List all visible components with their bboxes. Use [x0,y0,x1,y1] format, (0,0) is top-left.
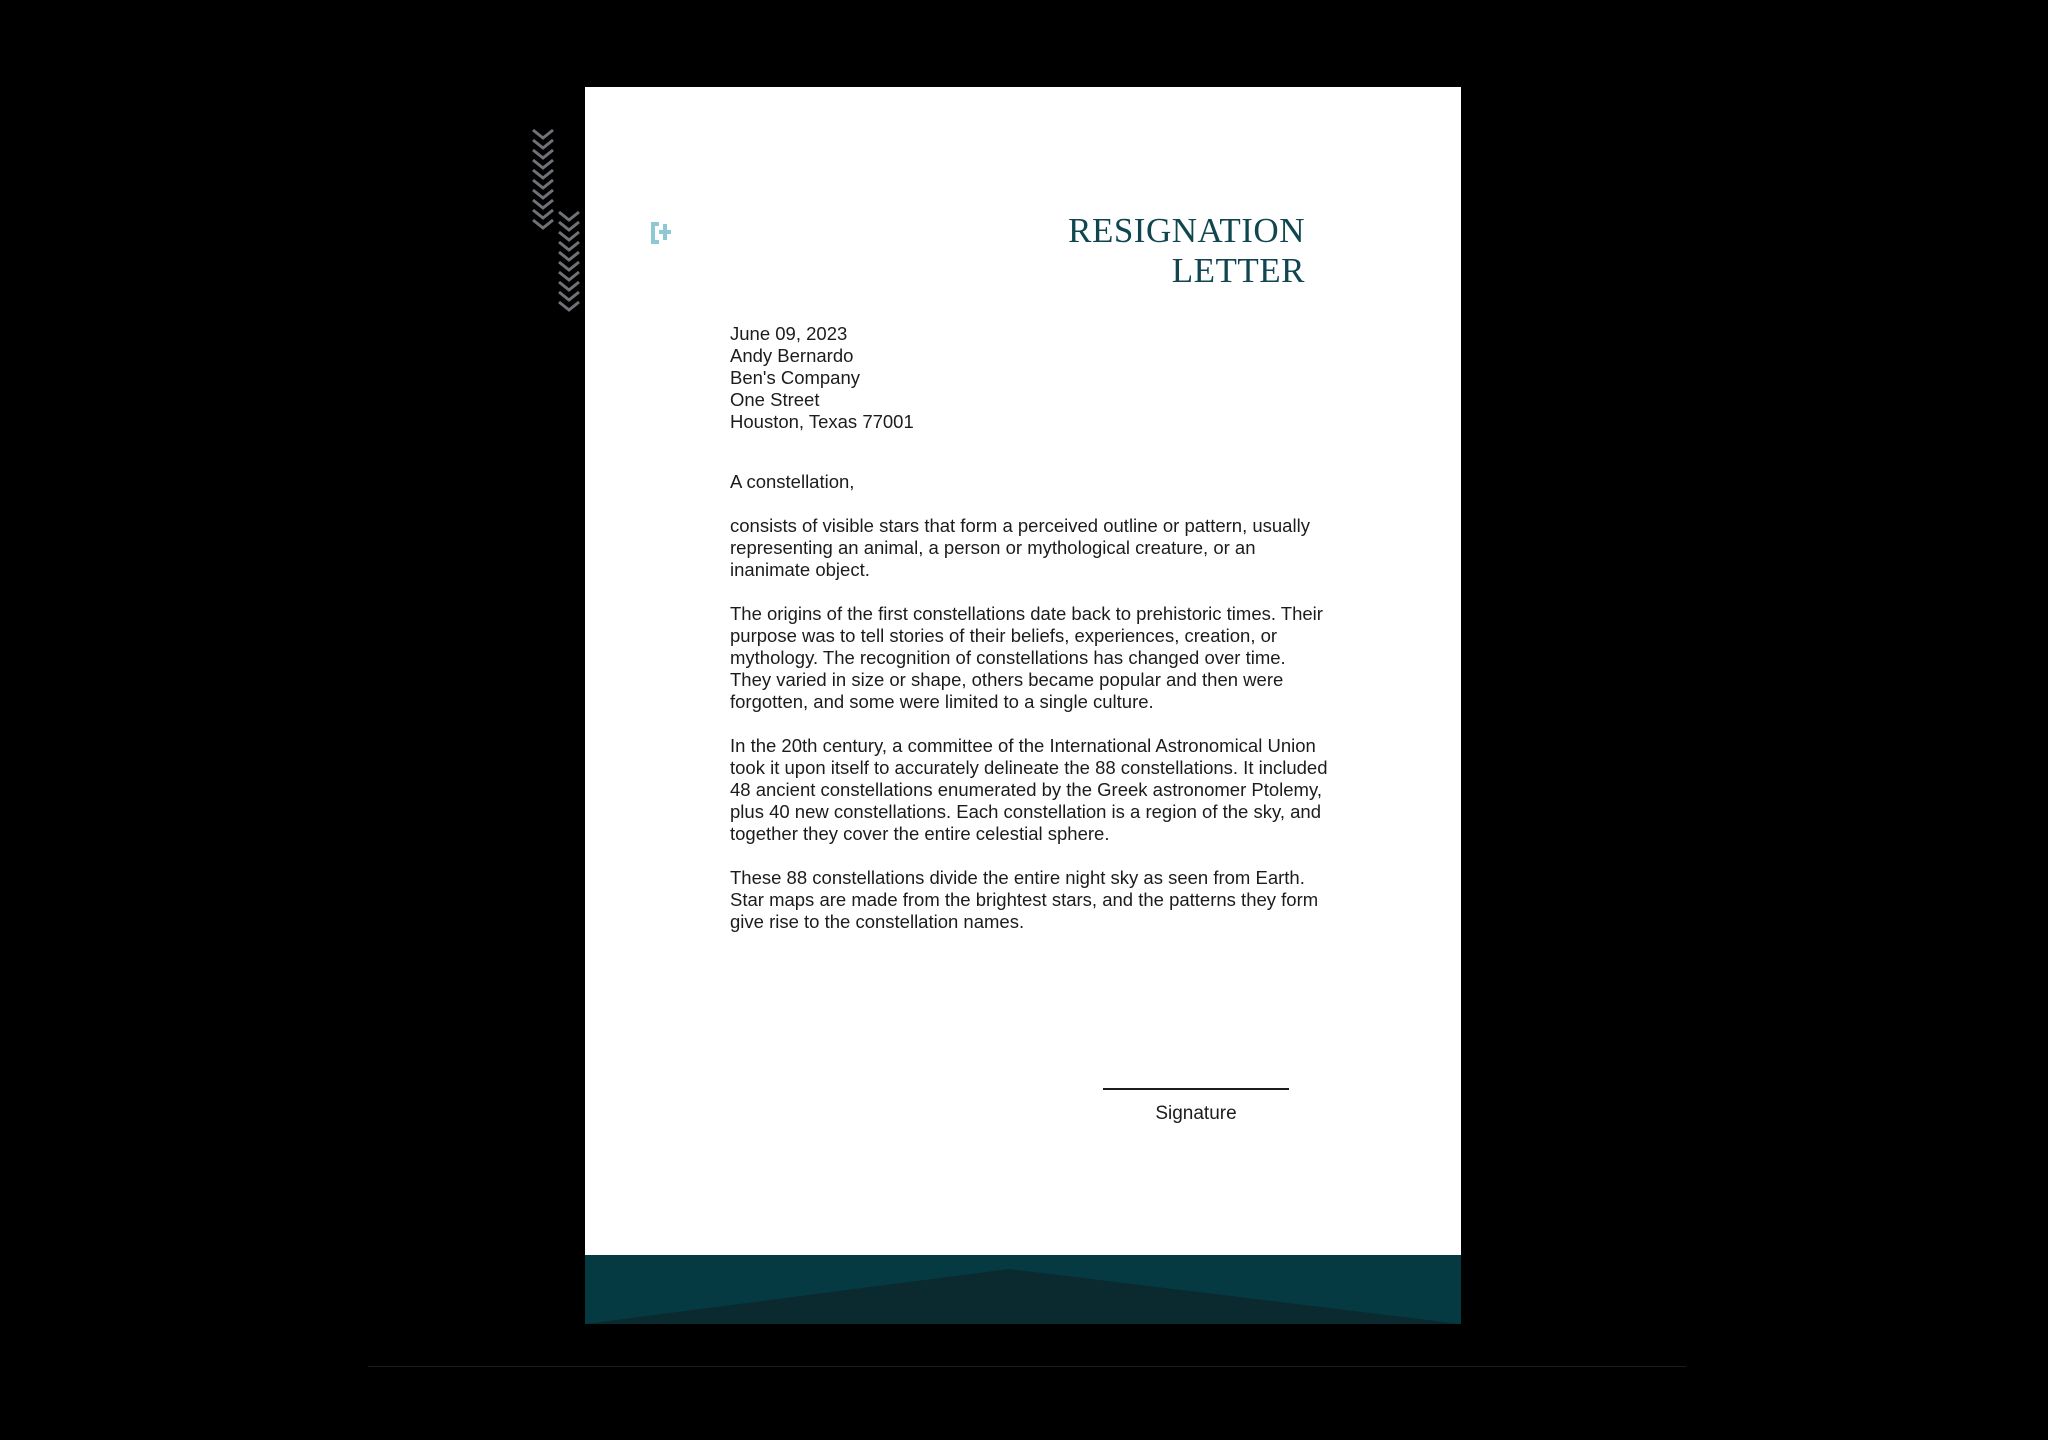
chevron-stack-icon [530,128,556,234]
recipient-city: Houston, Texas 77001 [730,411,914,432]
letter-body [730,323,1330,933]
body-paragraph: The origins of the first constellations date back to prehistoric times. Their purpose was to tell stories of their beliefs, experiences, creation, or mythology. The recognition of constellations has changed over time. They varied in size or shape, others became popular and then were forgotten, and some were limited to a single culture. [730,603,1323,712]
letter-date: June 09, 2023 [730,323,848,344]
title-line-1: RESIGNATION [1068,211,1305,250]
letter-title [1068,211,1305,291]
recipient-name: Andy Bernardo [730,345,854,366]
body-paragraph: In the 20th century, a committee of the International Astronomical Union took it upon itself to accurately delineate the 88 constellations. It included 48 ancient constellations enumerated by the Greek astronomer Ptolemy, plus 40 new constellations. Each constellation is a region of the sky, and together they cover the entire celestial sphere. [730,735,1328,844]
body-paragraph: consists of visible stars that form a perceived outline or pattern, usually representing an animal, a person or mythological creature, or an inanimate object. [730,515,1310,580]
signature-label: Signature [1155,1103,1237,1124]
body-paragraph: These 88 constellations divide the entire night sky as seen from Earth. Star maps are made from the brightest stars, and the patterns they form give rise to the constellation names. [730,867,1319,932]
company-logo-icon [651,220,675,248]
recipient-company: Ben's Company [730,367,861,388]
letter-page [585,87,1461,1324]
footer-band [585,1255,1461,1324]
stage-floor-line [368,1366,1686,1367]
title-line-2: LETTER [1171,251,1305,290]
signature-line [1103,1088,1289,1090]
recipient-street: One Street [730,389,820,410]
chevron-stack-icon [556,210,582,316]
letter-greeting: A constellation, [730,471,855,492]
recipient-address-block [730,323,1330,433]
